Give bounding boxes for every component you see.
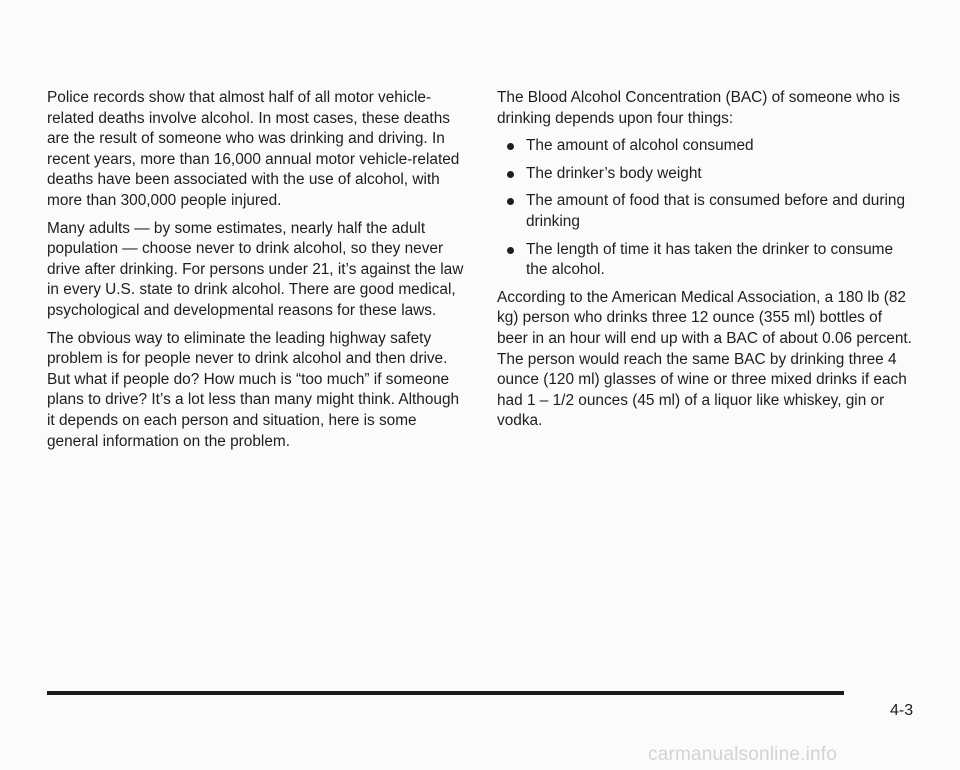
list-item	[497, 240, 917, 281]
bullet-dot-icon	[507, 198, 514, 205]
bullet-dot-icon	[507, 171, 514, 178]
footer-rule	[47, 691, 844, 695]
list-item-text: The drinker’s body weight	[526, 164, 702, 182]
bullet-dot-icon	[507, 247, 514, 254]
paragraph-alcohol-statistics: Police records show that almost half of all motor vehicle-related deaths involve alcohol. In most cases, these deaths are the result of someone who was drinking and driving. In recent years, more than 16,000 annual motor vehicle-related deaths have been associated with the use of alcohol, with more than 300,000 people injured.	[47, 89, 460, 209]
list-item	[497, 164, 917, 185]
right-column	[497, 88, 917, 439]
paragraph-how-much-is-too-much: The obvious way to eliminate the leading highway safety problem is for people never to drink alcohol and then drive. But what if people do? How much is “too much” if someone plans to drive? It’s a lot less than many might think. Although it depends on each person and situation, here is some general information on the problem.	[47, 329, 460, 450]
list-item	[497, 191, 917, 232]
bac-factors-list	[497, 136, 917, 281]
list-item-text: The amount of alcohol consumed	[526, 137, 754, 155]
list-item-text: The amount of food that is consumed before and during drinking	[526, 192, 906, 230]
paragraph-abstaining-adults: Many adults — by some estimates, nearly half the adult population — choose never to drink alcohol, so they never drive after drinking. For persons under 21, it’s against the law in every U.S. state to drink alcohol. There are good medical, psychological and developmental reasons for these laws.	[47, 219, 464, 319]
left-column	[47, 88, 467, 459]
bullet-dot-icon	[507, 143, 514, 150]
watermark-text: carmanualsonline.info	[648, 744, 838, 765]
paragraph-bac-intro: The Blood Alcohol Concentration (BAC) of someone who is drinking depends upon four things:	[497, 89, 900, 127]
page-number: 4-3	[890, 702, 914, 719]
list-item	[497, 136, 917, 157]
list-item-text: The length of time it has taken the drinker to consume the alcohol.	[526, 240, 894, 279]
paragraph-ama-example: According to the American Medical Association, a 180 lb (82 kg) person who drinks three 12 ounce (355 ml) bottles of beer in an hour will end up with a BAC of about 0.06 percent. The person would reach the same BAC by drinking three 4 ounce (120 ml) glasses of wine or three mixed drinks if each had 1 – 1/2 ounces (45 ml) of a liquor like whiskey, gin or vodka.	[497, 288, 912, 430]
